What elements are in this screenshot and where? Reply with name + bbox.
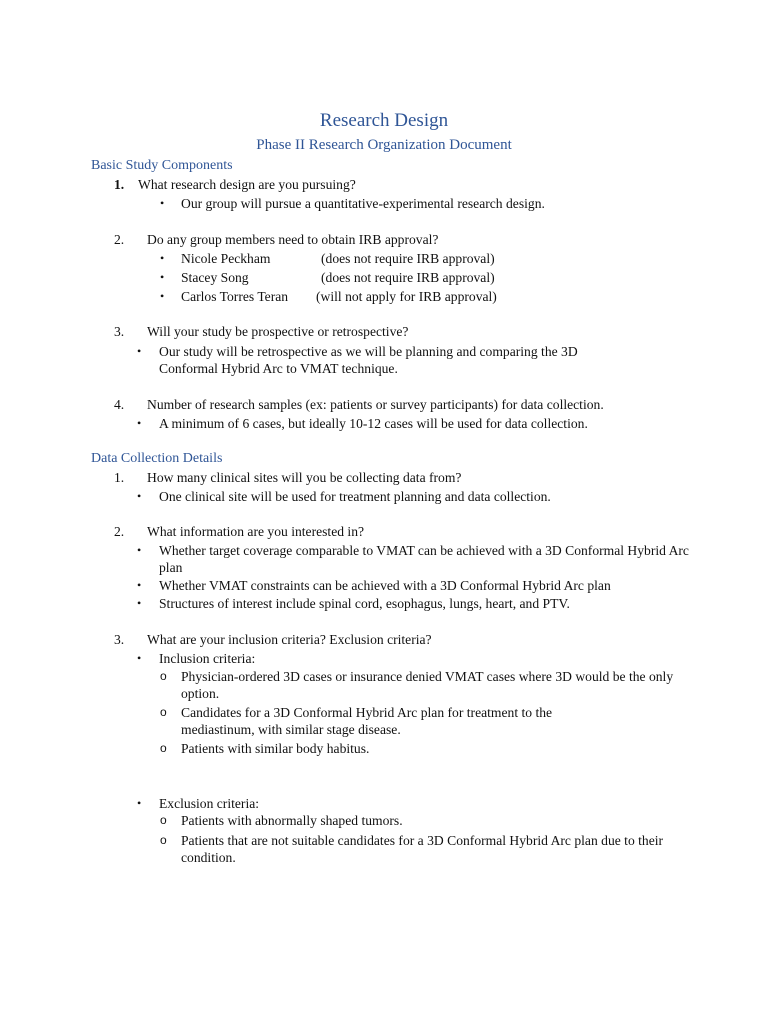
section-heading-basic-study: Basic Study Components: [91, 158, 233, 173]
bullet-icon: •: [137, 578, 142, 592]
question-text: Do any group members need to obtain IRB approval?: [147, 232, 439, 247]
question-text: Number of research samples (ex: patients or survey participants) for data collection.: [147, 397, 604, 412]
circle-bullet-icon: o: [160, 813, 167, 827]
document-title: Research Design: [319, 110, 449, 131]
member-name: Carlos Torres Teran: [181, 289, 289, 304]
question-text: What research design are you pursuing?: [138, 177, 356, 192]
list-number: 4.: [114, 397, 125, 412]
question-text: What are your inclusion criteria? Exclusion criteria?: [147, 632, 432, 647]
circle-bullet-icon: o: [160, 741, 167, 755]
member-name: Nicole Peckham: [181, 251, 271, 266]
answer-text: One clinical site will be used for treatment planning and data collection.: [159, 489, 551, 504]
member-status: (does not require IRB approval): [321, 270, 495, 285]
answer-text: A minimum of 6 cases, but ideally 10-12 cases will be used for data collection.: [159, 416, 588, 431]
bullet-icon: •: [160, 270, 165, 284]
answer-text: Whether VMAT constraints can be achieved with a 3D Conformal Hybrid Arc plan: [159, 578, 611, 593]
bullet-icon: •: [160, 251, 165, 265]
bullet-icon: •: [160, 196, 165, 210]
question-text: How many clinical sites will you be collecting data from?: [147, 470, 462, 485]
question-text: What information are you interested in?: [147, 524, 365, 539]
circle-bullet-icon: o: [160, 669, 167, 683]
circle-bullet-icon: o: [160, 705, 167, 719]
criteria-item: Patients with abnormally shaped tumors.: [181, 813, 403, 828]
list-number: 2.: [114, 524, 125, 539]
member-name: Stacey Song: [181, 270, 249, 285]
member-status: (will not apply for IRB approval): [316, 289, 497, 304]
bullet-icon: •: [137, 796, 142, 810]
document-subtitle: Phase II Research Organization Document: [256, 137, 512, 153]
criteria-label: Inclusion criteria:: [159, 651, 256, 666]
answer-text: Structures of interest include spinal cord, esophagus, lungs, heart, and PTV.: [159, 596, 570, 611]
answer-text: Whether target coverage comparable to VMAT can be achieved with a 3D Conformal Hybrid Arc plan: [159, 543, 689, 575]
list-number: 1.: [114, 177, 125, 192]
criteria-label: Exclusion criteria:: [159, 796, 260, 811]
list-number: 3.: [114, 632, 125, 647]
bullet-icon: •: [137, 416, 142, 430]
section-heading-data-collection: Data Collection Details: [91, 451, 223, 466]
criteria-item: Patients that are not suitable candidates for a 3D Conformal Hybrid Arc plan due to their condition.: [181, 833, 664, 865]
criteria-item: Physician-ordered 3D cases or insurance denied VMAT cases where 3D would be the only option.: [181, 669, 674, 701]
circle-bullet-icon: o: [160, 833, 167, 847]
criteria-item: Candidates for a 3D Conformal Hybrid Arc plan for treatment to the mediastinum, with similar stage disease.: [181, 705, 553, 737]
bullet-icon: •: [137, 489, 142, 503]
bullet-icon: •: [137, 344, 142, 358]
answer-text: Our group will pursue a quantitative-experimental research design.: [181, 196, 545, 211]
bullet-icon: •: [137, 596, 142, 610]
list-number: 3.: [114, 324, 125, 339]
criteria-item: Patients with similar body habitus.: [181, 741, 370, 756]
bullet-icon: •: [137, 543, 142, 557]
member-status: (does not require IRB approval): [321, 251, 495, 266]
list-number: 1.: [114, 470, 125, 485]
list-number: 2.: [114, 232, 125, 247]
question-text: Will your study be prospective or retrospective?: [147, 324, 409, 339]
bullet-icon: •: [137, 651, 142, 665]
answer-text: Our study will be retrospective as we will be planning and comparing the 3D Conformal Hybrid Arc to VMAT technique.: [159, 344, 578, 376]
bullet-icon: •: [160, 289, 165, 303]
